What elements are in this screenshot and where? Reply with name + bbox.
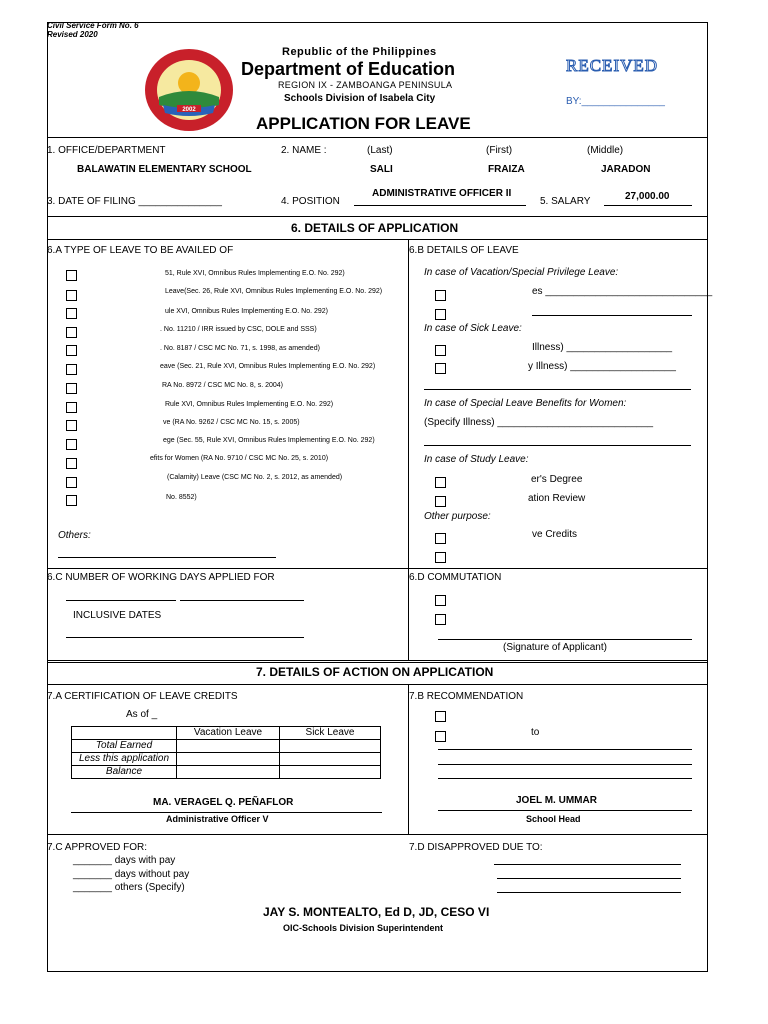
position-label: 4. POSITION: [281, 196, 340, 207]
recommendation-line[interactable]: [438, 778, 692, 779]
received-stamp: RECEIVED: [566, 56, 659, 75]
days-with-pay[interactable]: _______ days with pay: [73, 855, 176, 866]
other-purpose-option: ve Credits: [532, 529, 578, 540]
leave-checkbox[interactable]: [66, 345, 77, 356]
seal-year: 2002: [182, 107, 196, 113]
region-text: REGION IX - ZAMBOANGA PENINSULA: [278, 80, 453, 90]
position-underline: [354, 205, 526, 206]
recommender-title: School Head: [526, 814, 581, 824]
salary-underline: [604, 205, 692, 206]
leave-type: efits for Women (RA No. 9710 / CSC MC No. 25, s. 2010): [150, 455, 329, 462]
name-label: 2. NAME :: [281, 145, 327, 156]
table-header-cell: Vacation Leave: [177, 727, 280, 740]
leave-checkbox[interactable]: [66, 290, 77, 301]
sick-line[interactable]: Illness) ___________________: [532, 342, 673, 353]
office-label: 1. OFFICE/DEPARTMENT: [47, 145, 166, 156]
page-title: APPLICATION FOR LEAVE: [256, 114, 471, 133]
leave-checkbox[interactable]: [66, 458, 77, 469]
vacation-checkbox[interactable]: [435, 309, 446, 320]
women-line[interactable]: [424, 445, 691, 446]
last-name-value[interactable]: SALI: [370, 164, 393, 175]
division-text: Schools Division of Isabela City: [284, 93, 436, 104]
divider: [47, 662, 708, 663]
form-code-line1: Civil Service Form No. 6: [47, 21, 139, 30]
received-by: BY:_______________: [566, 96, 665, 107]
certifier-name: MA. VERAGEL Q. PEÑAFLOR: [153, 797, 294, 808]
department-title: Department of Education: [241, 59, 456, 79]
certifier-signature-line: [71, 812, 382, 813]
division-seal-icon: [143, 47, 235, 133]
leave-type: 51, Rule XVI, Omnibus Rules Implementing E.O. No. 292): [165, 270, 345, 277]
divider: [47, 684, 708, 685]
sick-heading: In case of Sick Leave:: [424, 323, 522, 334]
leave-type: eave (Sec. 21, Rule XVI, Omnibus Rules Implementing E.O. No. 292): [160, 363, 376, 370]
divider: [47, 660, 708, 661]
working-days-line[interactable]: [66, 600, 176, 601]
leave-type: No. 8552): [166, 494, 197, 501]
table-cell[interactable]: [177, 740, 280, 753]
leave-type: ve (RA No. 9262 / CSC MC No. 15, s. 2005): [163, 419, 300, 426]
study-option: ation Review: [528, 493, 586, 504]
middle-name-label: (Middle): [587, 145, 624, 156]
commutation-checkbox[interactable]: [435, 595, 446, 606]
study-option: er's Degree: [531, 474, 583, 485]
leave-checkbox[interactable]: [66, 495, 77, 506]
women-line[interactable]: (Specify Illness) ____________________________: [424, 417, 654, 428]
days-without-pay[interactable]: _______ days without pay: [73, 869, 190, 880]
recommendation-checkbox[interactable]: [435, 711, 446, 722]
table-row-label: Balance: [72, 766, 177, 779]
working-days-line[interactable]: [180, 600, 304, 601]
signature-label: (Signature of Applicant): [503, 642, 607, 653]
table-row-label: Total Earned: [72, 740, 177, 753]
type-of-leave-label: 6.A TYPE OF LEAVE TO BE AVAILED OF: [47, 245, 234, 256]
table-cell[interactable]: [280, 753, 381, 766]
leave-type: ege (Sec. 55, Rule XVI, Omnibus Rules Implementing E.O. No. 292): [163, 437, 375, 444]
section7-title: 7. DETAILS OF ACTION ON APPLICATION: [256, 665, 494, 679]
leave-type: Rule XVI, Omnibus Rules Implementing E.O. No. 292): [165, 401, 334, 408]
vacation-heading: In case of Vacation/Special Privilege Leave:: [424, 267, 619, 278]
approved-for-label: 7.C APPROVED FOR:: [47, 842, 148, 853]
approver-name: JAY S. MONTEALTO, Ed D, JD, CESO VI: [263, 905, 490, 919]
others-label: Others:: [58, 530, 91, 541]
leave-type: . No. 11210 / IRR issued by CSC, DOLE and SSS): [160, 326, 317, 333]
disapproved-line[interactable]: [497, 892, 681, 893]
leave-checkbox[interactable]: [66, 439, 77, 450]
salary-value[interactable]: 27,000.00: [625, 191, 670, 202]
leave-checkbox[interactable]: [66, 327, 77, 338]
approver-title: OIC-Schools Division Superintendent: [283, 923, 444, 933]
leave-checkbox[interactable]: [66, 420, 77, 431]
middle-name-value[interactable]: JARADON: [601, 164, 651, 175]
signature-line[interactable]: [438, 639, 692, 640]
office-value[interactable]: BALAWATIN ELEMENTARY SCHOOL: [77, 164, 252, 175]
sick-checkbox[interactable]: [435, 345, 446, 356]
vacation-checkbox[interactable]: [435, 290, 446, 301]
other-purpose-checkbox[interactable]: [435, 533, 446, 544]
leave-type: (Calamity) Leave (CSC MC No. 2, s. 2012, as amended): [167, 474, 343, 481]
leave-type: Leave(Sec. 26, Rule XVI, Omnibus Rules Implementing E.O. No. 292): [165, 288, 383, 295]
table-row-label: Less this application: [72, 753, 177, 766]
details-of-leave-label: 6.B DETAILS OF LEAVE: [409, 245, 519, 256]
inclusive-dates-line[interactable]: [66, 637, 304, 638]
divider: [47, 834, 708, 835]
leave-checkbox[interactable]: [66, 383, 77, 394]
disapproved-label: 7.D DISAPPROVED DUE TO:: [409, 842, 543, 853]
first-name-value[interactable]: FRAIZA: [488, 164, 525, 175]
certification-label: 7.A CERTIFICATION OF LEAVE CREDITS: [47, 691, 238, 702]
divider: [47, 239, 708, 240]
commutation-label: 6.D COMMUTATION: [409, 572, 502, 583]
leave-checkbox[interactable]: [66, 477, 77, 488]
table-header-cell: [72, 727, 177, 740]
vacation-line[interactable]: [532, 315, 692, 316]
recommendation-line[interactable]: [438, 764, 692, 765]
divider: [408, 684, 409, 834]
divider: [47, 568, 708, 569]
others-specify[interactable]: _______ others (Specify): [73, 882, 185, 893]
study-checkbox[interactable]: [435, 477, 446, 488]
leave-checkbox[interactable]: [66, 364, 77, 375]
last-name-label: (Last): [367, 145, 393, 156]
leave-checkbox[interactable]: [66, 308, 77, 319]
disapproved-line[interactable]: [494, 864, 681, 865]
recommendation-line[interactable]: [438, 749, 692, 750]
sick-line[interactable]: [424, 389, 691, 390]
others-line[interactable]: [58, 557, 276, 558]
table-cell[interactable]: [177, 766, 280, 779]
table-cell[interactable]: [280, 740, 381, 753]
study-checkbox[interactable]: [435, 496, 446, 507]
leave-credits-table: [71, 726, 381, 779]
table-cell[interactable]: [177, 753, 280, 766]
leave-checkbox[interactable]: [66, 402, 77, 413]
recommender-signature-line: [438, 810, 692, 811]
other-purpose-heading: Other purpose:: [424, 511, 491, 522]
commutation-checkbox[interactable]: [435, 614, 446, 625]
recommender-name: JOEL M. UMMAR: [516, 795, 597, 806]
recommendation-checkbox[interactable]: [435, 731, 446, 742]
certifier-title: Administrative Officer V: [166, 814, 269, 824]
as-of-label: As of _: [126, 709, 158, 720]
divider: [47, 137, 708, 138]
sick-line[interactable]: y Illness) ___________________: [528, 361, 676, 372]
leave-checkbox[interactable]: [66, 270, 77, 281]
women-heading: In case of Special Leave Benefits for Women:: [424, 398, 627, 409]
divider: [47, 216, 708, 217]
first-name-label: (First): [486, 145, 513, 156]
position-value[interactable]: ADMINISTRATIVE OFFICER II: [372, 188, 512, 199]
sick-checkbox[interactable]: [435, 363, 446, 374]
table-header-cell: Sick Leave: [280, 727, 381, 740]
other-purpose-checkbox[interactable]: [435, 552, 446, 563]
form-code-line2: Revised 2020: [47, 30, 98, 39]
table-cell[interactable]: [280, 766, 381, 779]
republic-text: Republic of the Philippines: [282, 46, 437, 58]
vacation-line[interactable]: es ______________________________: [532, 286, 713, 297]
salary-label: 5. SALARY: [540, 196, 591, 207]
leave-type: RA No. 8972 / CSC MC No. 8, s. 2004): [162, 382, 283, 389]
working-days-label: 6.C NUMBER OF WORKING DAYS APPLIED FOR: [47, 572, 275, 583]
leave-type: ule XVI, Omnibus Rules Implementing E.O. No. 292): [165, 308, 329, 315]
leave-type: . No. 8187 / CSC MC No. 71, s. 1998, as amended): [160, 345, 320, 352]
recommendation-label: 7.B RECOMMENDATION: [409, 691, 524, 702]
date-filing-label[interactable]: 3. DATE OF FILING _______________: [47, 196, 222, 207]
disapproved-line[interactable]: [497, 878, 681, 879]
inclusive-dates-label: INCLUSIVE DATES: [73, 610, 162, 621]
study-heading: In case of Study Leave:: [424, 454, 529, 465]
divider: [408, 239, 409, 660]
recommendation-option: to: [531, 727, 540, 738]
section6-title: 6. DETAILS OF APPLICATION: [291, 221, 459, 235]
